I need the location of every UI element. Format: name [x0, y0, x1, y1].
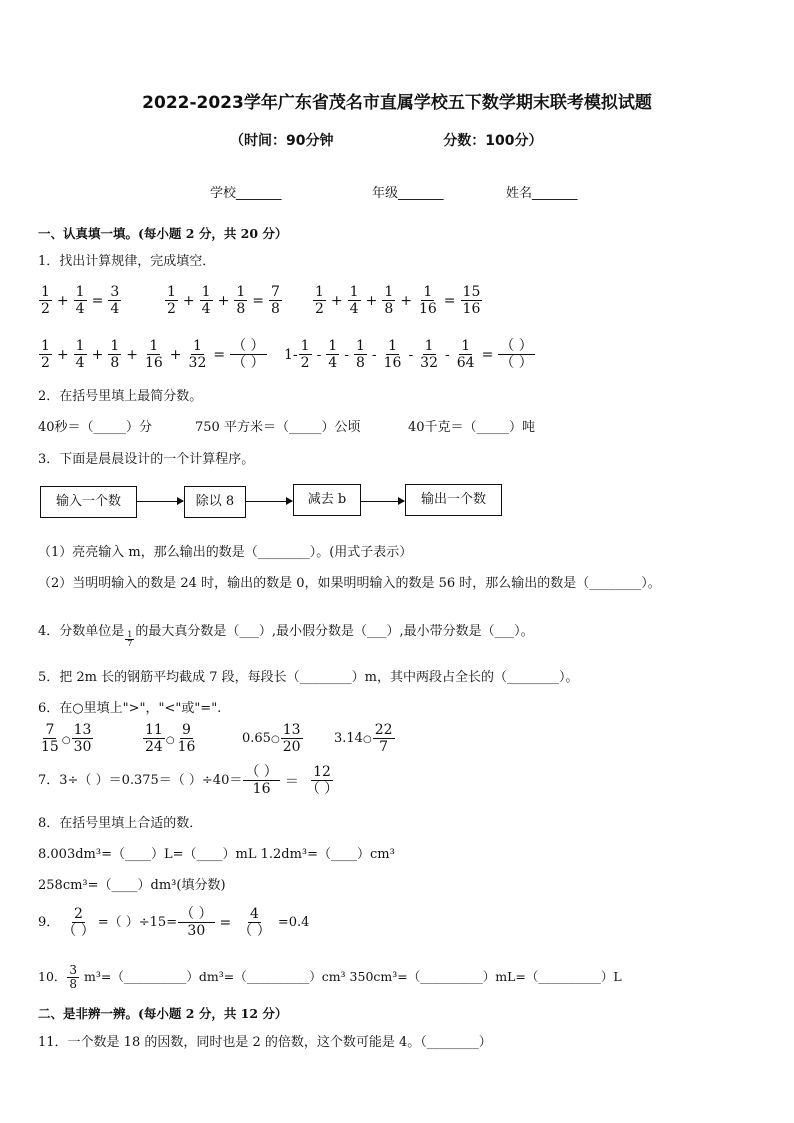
flow-arrow-2 [245, 501, 292, 502]
q6-compare-4[interactable]: 3.14○ $\frac{22}{7}$ [334, 722, 393, 755]
q3-sub-2[interactable]: （2）当明明输入的数是 24 时，输出的数是 0，如果明明输入的数是 56 时，那么输出的数是（________）。 [38, 576, 661, 591]
question-4[interactable]: 4．分数单位是 $\frac{1}{7}$ 的最大真分数是（___）,最小假分数是（___）,最小带分数是（___）。 [38, 624, 534, 648]
question-7[interactable]: 7．3÷（ ）＝0.375＝（ ）÷40＝ $\frac{( )}{16}$ ＝ $\frac{12}{( )}$ [38, 764, 339, 797]
flow-box-subtract: 减去 b [293, 484, 361, 516]
section-2-heading: 二、是非辨一辨。(每小题 2 分，共 12 分） [38, 1006, 288, 1021]
total-score: 分数：100分） [443, 133, 543, 149]
grade-prefix: 年 [372, 186, 386, 201]
q6-compare-2[interactable]: $\frac{11}{24}$ ○ $\frac{9}{16}$ [145, 722, 196, 755]
question-3: 3．下面是晨晨设计的一个计算程序。 [38, 452, 255, 467]
compare-circle-icon: ○ [61, 735, 71, 746]
flow-box-input: 输入一个数 [40, 486, 137, 518]
compare-circle-icon: ○ [362, 734, 372, 745]
flow-arrow-3 [360, 501, 404, 502]
q2-item-1[interactable]: 40秒＝（_____）分 [38, 420, 153, 435]
section-1-heading: 一、认真填一填。(每小题 2 分，共 20 分） [38, 226, 288, 241]
flow-box-divide: 除以 8 [184, 486, 246, 518]
question-2: 2．在括号里填上最简分数。 [38, 389, 203, 404]
flow-box-output: 输出一个数 [405, 484, 502, 516]
q1-row1-a: $\frac{1}{2}$ + $\frac{1}{4}$ = $\frac{3}{4}$ [41, 284, 120, 317]
q1-row1-b: $\frac{1}{2}$ + $\frac{1}{4}$ + $\frac{1}{8}$ = $\frac{7}{8}$ [167, 284, 280, 317]
q6-compare-3[interactable]: 0.65○ $\frac{13}{20}$ [242, 722, 301, 755]
q1-row1-c: $\frac{1}{2}$ + $\frac{1}{4}$ + $\frac{1}{8}$ + $\frac{1}{16}$ = $\frac{15}{16}$ [315, 284, 481, 317]
exam-subtitle [230, 130, 542, 150]
question-5[interactable]: 5．把 2m 长的钢筋平均截成 7 段，每段长（________）m，其中两段占全长的（________）。 [38, 670, 579, 685]
question-6: 6．在○里填上">"，"<"或"=". [38, 701, 222, 716]
question-11[interactable]: 11．一个数是 18 的因数，同时也是 2 的倍数，这个数可能是 4。（________） [38, 1035, 492, 1050]
page-title: 2022-2023学年广东省茂名市直属学校五下数学期末联考模拟试题 [142, 93, 652, 113]
q2-item-2[interactable]: 750 平方米＝（_____）公顷 [195, 420, 361, 435]
school-field[interactable]: 学校_______ [210, 186, 282, 201]
name-field[interactable]: 姓名_______ [506, 186, 578, 201]
flow-arrow-1 [136, 501, 183, 502]
compare-circle-icon: ○ [165, 735, 175, 746]
question-8: 8．在括号里填上合适的数． [38, 816, 203, 831]
question-1: 1．找出计算规律，完成填空． [38, 254, 216, 269]
grade-field[interactable] [372, 182, 444, 201]
q8-line-1[interactable]: 8.003dm³=（____）L=（____）mL 1.2dm³=（____）cm³ [38, 847, 395, 862]
compare-circle-icon: ○ [270, 734, 280, 745]
q3-sub-1[interactable]: （1）亮亮输入 m，那么输出的数是（________）。(用式子表示） [38, 545, 413, 560]
q2-item-3[interactable]: 40千克＝（_____）吨 [408, 420, 536, 435]
question-9[interactable]: 9． $\frac{2}{( )}$ =（ ）÷15= $\frac{( )}{30}$ = $\frac{4}{( )}$ =0.4 [38, 906, 310, 939]
q6-compare-1[interactable]: $\frac{7}{15}$ ○ $\frac{13}{30}$ [41, 722, 92, 755]
q8-line-2[interactable]: 258cm³=（____）dm³(填分数) [38, 878, 226, 893]
grade-blank: 级_______ [385, 186, 444, 201]
q1-row2-a: $\frac{1}{2}$ + $\frac{1}{4}$ + $\frac{1}{8}$ + $\frac{1}{16}$ + $\frac{1}{32}$ = $\frac{( )}{( )}$ [41, 338, 265, 371]
question-10[interactable]: 10． $\frac{3}{8}$ m³=（__________）dm³=（__________）cm³ 350cm³=（__________）mL=（__________）L [38, 963, 622, 991]
time-limit: （时间：90分钟 [230, 133, 334, 149]
q1-row2-b: 1- $\frac{1}{2}$ - $\frac{1}{4}$ - $\frac{1}{8}$ - $\frac{1}{16}$ - $\frac{1}{32}$ - $\frac{1}{64}$ = $\frac{( )}{( )}$ [284, 338, 533, 371]
